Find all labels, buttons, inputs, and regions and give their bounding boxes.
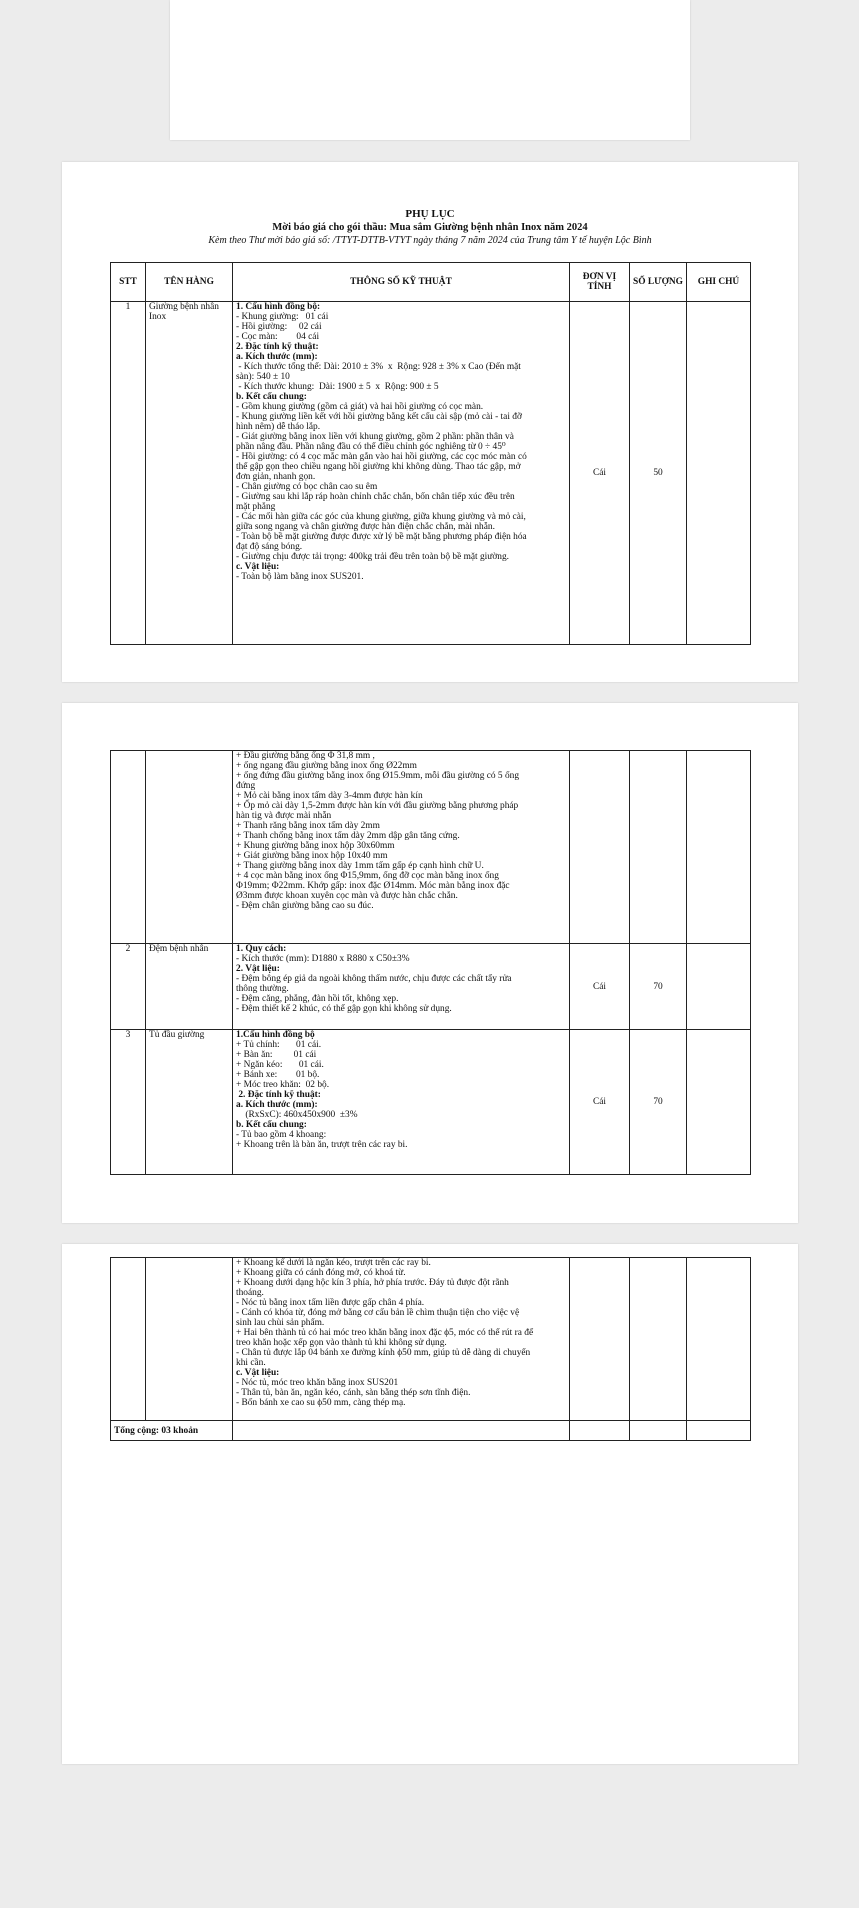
total-note [687, 1421, 751, 1441]
spec-line: a. Kích thước (mm): [236, 1100, 318, 1110]
spec-line: + Thanh chống bằng inox tấm dày 2mm dập gân tăng cứng. [236, 831, 460, 841]
document-page-1 [62, 162, 798, 682]
spec-line: + Khung giường bằng inox hộp 30x60mm [236, 841, 395, 851]
spec-line: đứng [236, 781, 256, 791]
spec-line: - Hồi giường: 02 cái [236, 322, 322, 332]
spec-line: 1.Cấu hình đồng bộ [236, 1030, 315, 1040]
spec-line: - Khung giường liền kết với hồi giường bằng kết cấu cài sập (mỏ cài - tai đỡ [236, 412, 522, 422]
spec-line: + Mỏ cài bằng inox tấm dày 3-4mm được hàn kín [236, 791, 423, 801]
spec-table-page-1 [110, 262, 751, 645]
spec-line: - Kích thước khung: Dài: 1900 ± 5 x Rộng: 900 ± 5 [236, 382, 439, 392]
spec-line: - Đệm bông ép giả da ngoài không thấm nước, chịu được các chất tẩy rửa [236, 974, 512, 984]
spec-line: a. Kích thước (mm): [236, 352, 318, 362]
spec-line: thoáng. [236, 1288, 264, 1298]
total-qty [630, 1421, 687, 1441]
item-2-stt: 2 [111, 944, 146, 1030]
spec-line: thể gập gọn theo chiều ngang hồi giường khi không dùng. Thao tác gập, mở [236, 462, 521, 472]
appendix-note: Kèm theo Thư mời báo giá số: /TTYT-DTTB-VTYT ngày tháng 7 năm 2024 của Trung tâm Y tế huyện Lộc Bình [208, 235, 652, 246]
spec-line: b. Kết cấu chung: [236, 392, 307, 402]
item-3-qty: 70 [630, 1030, 687, 1175]
spec-line: thông thường. [236, 984, 289, 994]
item-2-spec-lines [236, 944, 566, 1014]
item-1-cont-qty [630, 751, 687, 944]
spec-line: 2. Đặc tính kỹ thuật: [236, 1090, 321, 1100]
spec-line: c. Vật liệu: [236, 1368, 280, 1378]
item-3-cont-unit [570, 1258, 630, 1421]
spec-line: - Kích thước (mm): D1880 x R880 x C50±3% [236, 954, 410, 964]
spec-line: + Tủ chính: 01 cái. [236, 1040, 322, 1050]
spec-line: hình nêm) dễ tháo lắp. [236, 422, 321, 432]
header-spec: THÔNG SỐ KỸ THUẬT [233, 263, 570, 302]
item-3-cont-qty [630, 1258, 687, 1421]
spec-line: 1. Cấu hình đồng bộ: [236, 302, 321, 312]
spec-line: - Kích thước tổng thể: Dài: 2010 ± 3% x Rộng: 928 ± 3% x Cao (Đến mặt [236, 362, 521, 372]
spec-line: + Ốp mỏ cài dày 1,5-2mm được hàn kín với đầu giường bằng phương pháp [236, 801, 519, 811]
spec-line: - Giường sau khi lắp ráp hoàn chỉnh chắc chắn, bốn chân tiếp xúc đều trên [236, 492, 515, 502]
item-2-note [687, 944, 751, 1030]
spec-line: - Chân giường có bọc chân cao su êm [236, 482, 378, 492]
header-name: TÊN HÀNG [146, 263, 233, 302]
spec-line: + Thanh răng bằng inox tấm dày 2mm [236, 821, 380, 831]
item-1-qty: 50 [630, 302, 687, 645]
item-3-cont-stt [111, 1258, 146, 1421]
item-3-spec [233, 1030, 570, 1175]
item-2-qty: 70 [630, 944, 687, 1030]
item-2-unit: Cái [570, 944, 630, 1030]
item-3-note [687, 1030, 751, 1175]
item-3-spec-cont-lines [236, 1258, 566, 1408]
spec-line: - Gồm khung giường (gồm cả giát) và hai hồi giường có cọc màn. [236, 402, 484, 412]
header-unit: ĐƠN VỊ TÍNH [570, 263, 630, 302]
document-page-2 [62, 703, 798, 1223]
spec-line: 2. Vật liệu: [236, 964, 280, 974]
item-1-spec-lines [236, 302, 566, 582]
item-1-cont-stt [111, 751, 146, 944]
spec-line: + Giát giường bằng inox hộp 10x40 mm [236, 851, 388, 861]
header-qty: SỐ LƯỢNG [630, 263, 687, 302]
spec-line: - Nóc tủ bằng inox tấm liền được gấp chân 4 phía. [236, 1298, 425, 1308]
spec-line: + Bánh xe: 01 bộ. [236, 1070, 320, 1080]
item-3-spec-cont [233, 1258, 570, 1421]
header-note: GHI CHÚ [687, 263, 751, 302]
spec-line: hàn tig và được mài nhẵn [236, 811, 332, 821]
spec-line: + Thang giường bằng inox dày 1mm tấm gấp ép cạnh hình chữ U. [236, 861, 484, 871]
spec-line: Φ19mm; Φ22mm. Khớp gấp: inox đặc Ø14mm. Móc màn bằng inox đặc [236, 881, 510, 891]
item-1-cont-name [146, 751, 233, 944]
spec-line: sinh lau chùi sản phẩm. [236, 1318, 325, 1328]
appendix-subtitle: Mời báo giá cho gói thầu: Mua sắm Giường bệnh nhân Inox năm 2024 [272, 222, 588, 233]
item-1-cont-note [687, 751, 751, 944]
spec-line: - Các mối hàn giữa các góc của khung giường, giữa khung giường và mỏ cài, [236, 512, 526, 522]
spec-line: 1. Quy cách: [236, 944, 287, 954]
document-page-3 [62, 1244, 798, 1764]
spec-line: treo khăn hoặc xếp gọn vào thành tủ khi không sử dụng. [236, 1338, 447, 1348]
spec-line: - Giường chịu được tải trọng: 400kg trải đều trên toàn bộ bề mặt giường. [236, 552, 510, 562]
item-3-spec-lines [236, 1030, 566, 1150]
item-3-cont-name [146, 1258, 233, 1421]
spec-line: - Bốn bánh xe cao su ϕ50 mm, càng thép mạ. [236, 1398, 406, 1408]
spec-line: - Thân tủ, bàn ăn, ngăn kéo, cánh, sàn bằng thép sơn tĩnh điện. [236, 1388, 471, 1398]
spec-line: + Đầu giường bằng ống Φ 31,8 mm , [236, 751, 375, 761]
spec-table-page-3 [110, 1257, 751, 1441]
spec-line: - Chân tủ được lắp 04 bánh xe đường kính ϕ50 mm, giúp tủ dễ dàng di chuyển [236, 1348, 531, 1358]
total-unit [570, 1421, 630, 1441]
spec-line: + Khoang dưới dạng hộc kín 3 phía, hở phía trước. Đáy tủ được đột rãnh [236, 1278, 509, 1288]
item-3-stt: 3 [111, 1030, 146, 1175]
spec-line: - Tủ bao gồm 4 khoang: [236, 1130, 327, 1140]
spec-line: - Toàn bộ làm bằng inox SUS201. [236, 572, 364, 582]
spec-line: + Móc treo khăn: 02 bộ. [236, 1080, 330, 1090]
spec-line: - Giát giường bằng inox liền với khung giường, gồm 2 phần: phần thân và [236, 432, 514, 442]
spec-line: + Khoang kế dưới là ngăn kéo, trượt trên các ray bi. [236, 1258, 431, 1268]
spec-line: b. Kết cấu chung: [236, 1120, 307, 1130]
spec-line: + Ngăn kéo: 01 cái. [236, 1060, 324, 1070]
spec-line: + ống đứng đầu giường bằng inox ống Ø15.9mm, mỗi đầu giường có 5 ống [236, 771, 520, 781]
total-label: Tổng cộng: 03 khoản [111, 1421, 233, 1441]
item-3-cont-note [687, 1258, 751, 1421]
spec-line: - Đệm chân giường bằng cao su đúc. [236, 901, 374, 911]
spec-line: - Nóc tủ, móc treo khăn bằng inox SUS201 [236, 1378, 399, 1388]
appendix-title: PHỤ LỤC [405, 208, 455, 220]
spec-line: + 4 cọc màn bằng inox ống Φ15,9mm, ống đỡ cọc màn bằng inox ống [236, 871, 499, 881]
item-1-note [687, 302, 751, 645]
spec-line: - Khung giường: 01 cái [236, 312, 329, 322]
item-2-spec [233, 944, 570, 1030]
spec-line: đơn giản, nhanh gọn. [236, 472, 316, 482]
spec-line: 2. Đặc tính kỹ thuật: [236, 342, 319, 352]
spec-line: phần nâng đầu. Phần nâng đầu có thể điều chỉnh góc nghiêng từ 0 ÷ 45⁰ [236, 442, 506, 452]
spec-table-page-2 [110, 750, 751, 1175]
spec-line: - Cọc màn: 04 cái [236, 332, 320, 342]
spec-line: (RxSxC): 460x450x900 ±3% [236, 1110, 358, 1120]
spec-line: - Cánh có khóa từ, đóng mở bằng cơ cấu bản lề chìm thuận tiện cho việc vệ [236, 1308, 520, 1318]
item-1-name: Giường bệnh nhân Inox [146, 302, 233, 645]
item-1-spec-cont-lines [236, 751, 566, 911]
spec-line: + Khoang trên là bàn ăn, trượt trên các ray bi. [236, 1140, 408, 1150]
item-1-spec [233, 302, 570, 645]
item-3-unit: Cái [570, 1030, 630, 1175]
blank-page [170, 0, 690, 140]
spec-line: - Hồi giường: có 4 cọc mắc màn gắn vào hai hồi giường, các cọc móc màn có [236, 452, 527, 462]
spec-line: + Hai bên thành tủ có hai móc treo khăn bằng inox đặc ϕ5, móc có thể rút ra để [236, 1328, 534, 1338]
item-3-name: Tủ đầu giường [146, 1030, 233, 1175]
spec-line: Ø3mm được khoan xuyên cọc màn và được hàn chắc chắn. [236, 891, 458, 901]
spec-line: c. Vật liệu: [236, 562, 280, 572]
spec-line: - Đệm thiết kế 2 khúc, có thể gập gọn khi không sử dụng. [236, 1004, 452, 1014]
spec-line: giữa song ngang và chân giường được hàn điện chắc chắn, mài nhẵn. [236, 522, 495, 532]
item-2-name: Đệm bệnh nhân [146, 944, 233, 1030]
header-stt: STT [111, 263, 146, 302]
item-1-spec-cont [233, 751, 570, 944]
item-1-unit: Cái [570, 302, 630, 645]
spec-line: + Khoang giữa có cánh đóng mở, có khoá từ. [236, 1268, 406, 1278]
spec-line: sàn): 540 ± 10 [236, 372, 290, 382]
spec-line: - Toàn bộ bề mặt giường được được xử lý bề mặt bằng phương pháp điện hóa [236, 532, 527, 542]
spec-line: đạt độ sáng bóng. [236, 542, 303, 552]
spec-line: + ống ngang đầu giường bằng inox ống Ø22mm [236, 761, 417, 771]
spec-line: khi cần. [236, 1358, 266, 1368]
spec-line: - Đệm căng, phẳng, đàn hồi tốt, không xẹp. [236, 994, 399, 1004]
item-1-cont-unit [570, 751, 630, 944]
total-spec [233, 1421, 570, 1441]
item-1-stt: 1 [111, 302, 146, 645]
spec-line: + Bàn ăn: 01 cái [236, 1050, 317, 1060]
spec-line: mặt phẳng [236, 502, 276, 512]
